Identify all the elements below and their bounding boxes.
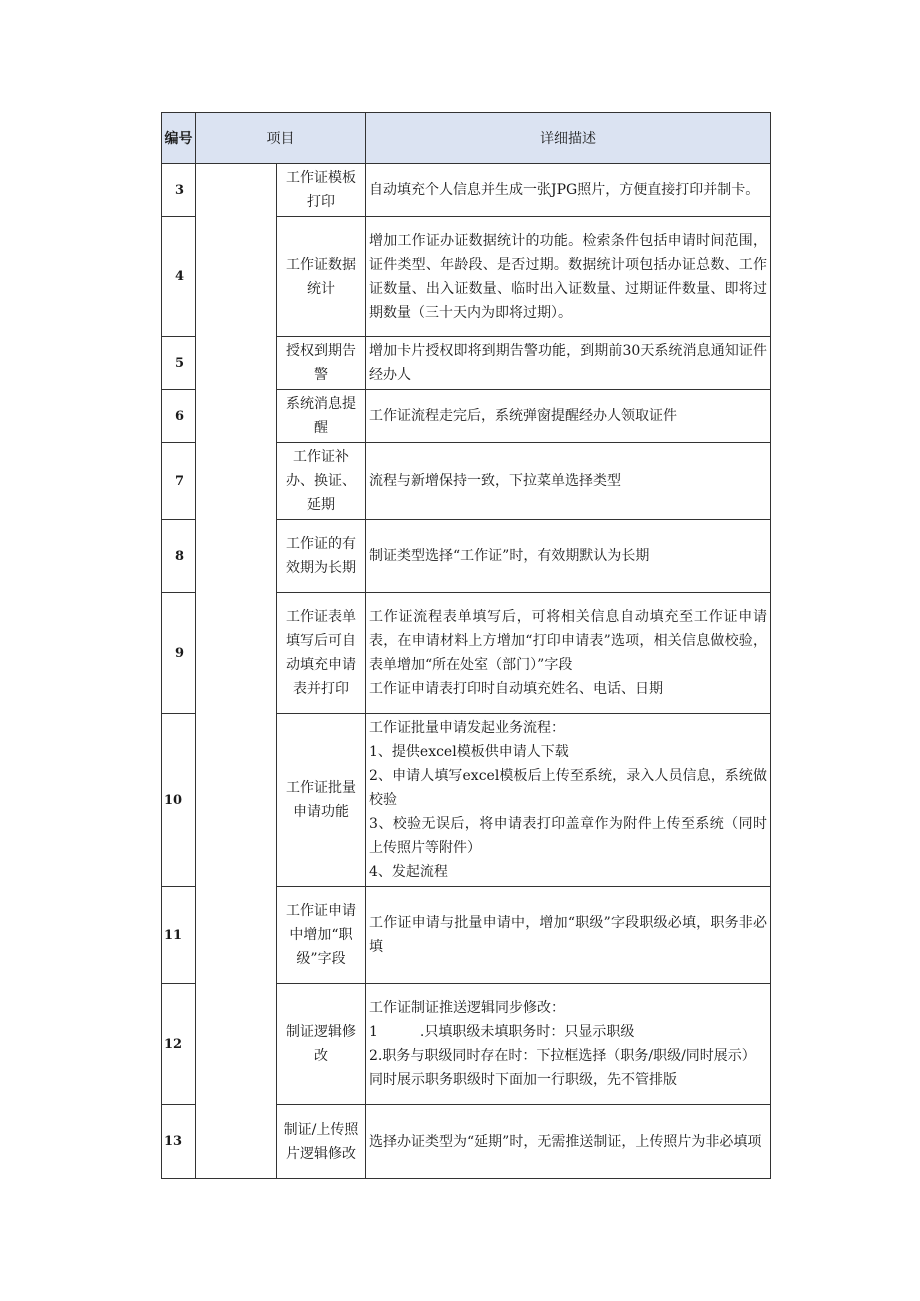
- row-desc: [366, 217, 771, 337]
- row-desc: [366, 887, 771, 984]
- merged-blank-cell: [196, 164, 277, 1179]
- desc-line: 3、校验无误后，将申请表打印盖章作为附件上传至系统（同时上传照片等附件）: [369, 816, 767, 856]
- desc-line: 工作证申请与批量申请中，增加“职级”字段职级必填，职务非必填: [369, 915, 767, 955]
- desc-line: 4、发起流程: [369, 864, 448, 880]
- row-item: 制证/上传照片逻辑修改: [277, 1105, 366, 1179]
- row-item: 工作证补办、换证、延期: [277, 443, 366, 520]
- requirements-table: [161, 112, 770, 1179]
- row-num: 9: [162, 593, 196, 714]
- row-num: 5: [162, 337, 196, 390]
- row-desc: [366, 337, 771, 390]
- desc-line: 2.职务与职级同时存在时：下拉框选择（职务/职级/同时展示）: [369, 1048, 756, 1064]
- row-item: 制证逻辑修改: [277, 984, 366, 1105]
- desc-line: 增加卡片授权即将到期告警功能，到期前30天系统消息通知证件经办人: [369, 343, 767, 383]
- row-num: 7: [162, 443, 196, 520]
- row-num: 6: [162, 390, 196, 443]
- desc-line: 自动填充个人信息并生成一张JPG照片，方便直接打印并制卡。: [369, 182, 760, 198]
- desc-line: 工作证流程走完后，系统弹窗提醒经办人领取证件: [369, 408, 677, 424]
- row-desc: [366, 714, 771, 887]
- row-desc: [366, 984, 771, 1105]
- row-item: 工作证的有效期为长期: [277, 520, 366, 593]
- row-item: 授权到期告警: [277, 337, 366, 390]
- table-row: [162, 164, 771, 217]
- desc-line: 同时展示职务职级时下面加一行职级，先不管排版: [369, 1072, 677, 1088]
- desc-line: 工作证流程表单填写后，可将相关信息自动填充至工作证申请表，在申请材料上方增加“打印申请表”选项，相关信息做校验，表单增加“所在处室（部门）”字段: [369, 609, 767, 673]
- row-item: 系统消息提醒: [277, 390, 366, 443]
- row-num: 3: [162, 164, 196, 217]
- desc-line: 工作证制证推送逻辑同步修改：: [369, 1000, 565, 1016]
- row-num: 12: [162, 984, 196, 1105]
- desc-line: 1 .只填职级未填职务时：只显示职级: [369, 1024, 635, 1040]
- row-item: 工作证表单填写后可自动填充申请表并打印: [277, 593, 366, 714]
- row-desc: [366, 520, 771, 593]
- row-item: 工作证批量申请功能: [277, 714, 366, 887]
- row-desc: [366, 443, 771, 520]
- row-item: 工作证数据统计: [277, 217, 366, 337]
- row-item: 工作证模板打印: [277, 164, 366, 217]
- desc-line: 工作证申请表打印时自动填充姓名、电话、日期: [369, 681, 663, 697]
- row-num: 10: [162, 714, 196, 887]
- desc-line: 流程与新增保持一致，下拉菜单选择类型: [369, 473, 621, 489]
- header-desc: 详细描述: [366, 113, 771, 164]
- header-num: 编号: [162, 113, 196, 164]
- desc-line: 1、提供excel模板供申请人下载: [369, 744, 569, 760]
- row-desc: [366, 390, 771, 443]
- row-desc: [366, 1105, 771, 1179]
- row-desc: [366, 164, 771, 217]
- desc-line: 增加工作证办证数据统计的功能。检索条件包括申请时间范围，证件类型、年龄段、是否过期。数据统计项包括办证总数、工作证数量、出入证数量、临时出入证数量、过期证件数量、即将过期数量（三十天内为即将过期）。: [369, 232, 767, 321]
- desc-line: 选择办证类型为“延期”时，无需推送制证，上传照片为非必填项: [369, 1133, 762, 1150]
- header-item: 项目: [196, 113, 366, 164]
- row-desc: [366, 593, 771, 714]
- row-num: 13: [162, 1105, 196, 1179]
- row-num: 8: [162, 520, 196, 593]
- desc-line: 制证类型选择“工作证”时，有效期默认为长期: [369, 548, 650, 564]
- row-num: 11: [162, 887, 196, 984]
- table-header: [162, 113, 771, 164]
- row-num: 4: [162, 217, 196, 337]
- row-item: 工作证申请中增加“职级”字段: [277, 887, 366, 984]
- desc-line: 工作证批量申请发起业务流程：: [369, 720, 565, 736]
- desc-line: 2、申请人填写excel模板后上传至系统，录入人员信息，系统做校验: [369, 768, 767, 808]
